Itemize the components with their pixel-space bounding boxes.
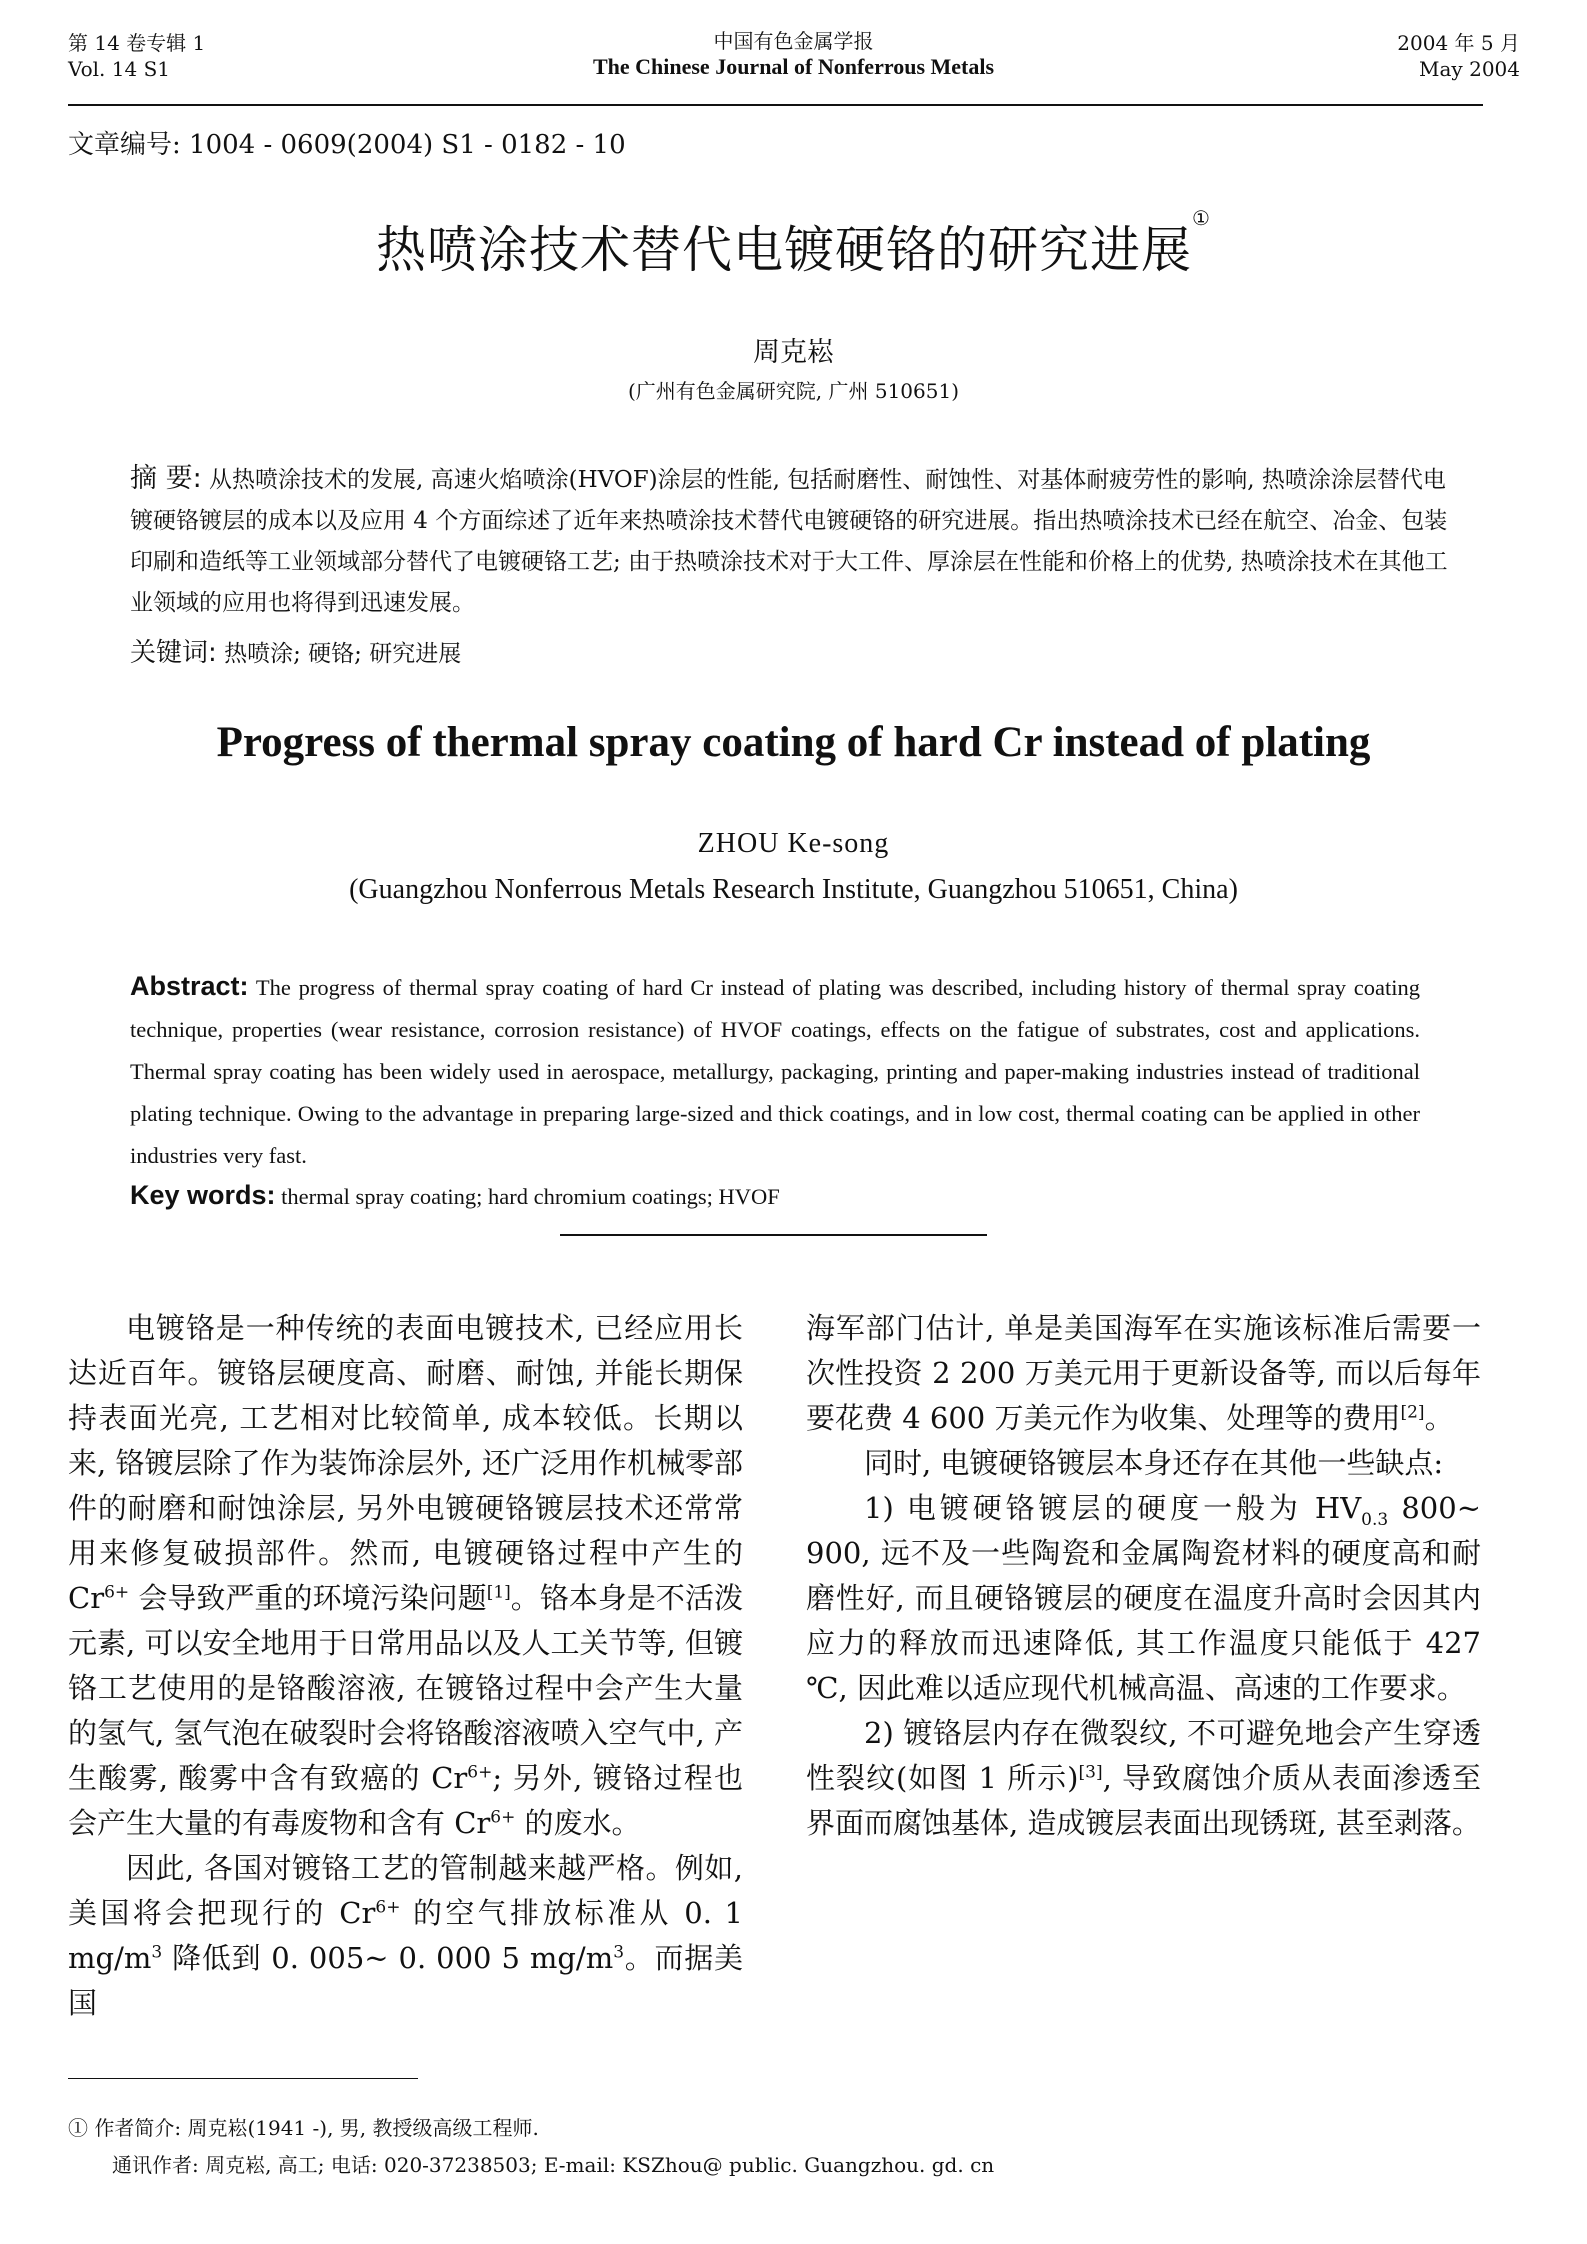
- affiliation-en: (Guangzhou Nonferrous Metals Research Institute, Guangzhou 510651, China): [349, 874, 1238, 905]
- footnote-author-bio: ① 作者简介: 周克崧(1941 -), 男, 教授级高级工程师.: [68, 2116, 539, 2140]
- section-separator: [560, 1234, 987, 1236]
- body-paragraph: 2) 镀铬层内存在微裂纹, 不可避免地会产生穿透性裂纹(如图 1 所示)[3], 导致腐蚀介质从表面渗透至界面而腐蚀基体, 造成镀层表面出现锈斑, 甚至剥落。: [806, 1716, 1482, 1840]
- author-en: ZHOU Ke-song: [697, 828, 890, 859]
- abstract-en-text: The progress of thermal spray coating of hard Cr instead of plating was described, including history of thermal spray coating technique, properties (wear resistance, corrosion resistance) of HVOF coatings, effects on the fatigue of substrates, cost and applications. Thermal spray coating has been widely used in aerospace, metallurgy, packaging, printing and paper-making industries instead of traditional plating technique. Owing to the advantage in preparing large-sized and thick coatings, and in low cost, thermal coating can be applied in other industries very fast.: [130, 975, 1420, 1168]
- title-footnote-mark[interactable]: ①: [1192, 206, 1211, 230]
- footnote-correspondence: 通讯作者: 周克崧, 高工; 电话: 020-37238503; E-mail: KSZhou@ public. Guangzhou. gd. cn: [112, 2153, 995, 2177]
- keywords-en: [130, 1180, 780, 1211]
- body-paragraph: 因此, 各国对镀铬工艺的管制越来越严格。例如, 美国将会把现行的 $Cr^{6+}$ 的空气排放标准从 0. 1 $mg/m^3$ 降低到 0. 005~ 0. 000 5 $mg/m^3$。而据美国: [68, 1851, 743, 2020]
- volume-en: Vol. 14 S1: [68, 57, 170, 81]
- citation-link[interactable]: [3]: [1078, 1762, 1103, 1783]
- author-cn: 周克崧: [753, 337, 834, 368]
- body-paragraph: 海军部门估计, 单是美国海军在实施该标准后需要一次性投资 2 200 万美元用于更新设备等, 而以后每年要花费 4 600 万美元作为收集、处理等的费用[2]。: [806, 1311, 1481, 1435]
- header-rule: [68, 104, 1483, 106]
- journal-name-cn: 中国有色金属学报: [713, 29, 874, 53]
- title-cn-text: 热喷涂技术替代电镀硬铬的研究进展: [376, 221, 1193, 279]
- running-header-right: [1397, 30, 1520, 82]
- citation-link[interactable]: [2]: [1400, 1402, 1425, 1423]
- affiliation-cn: (广州有色金属研究院, 广州 510651): [627, 379, 960, 403]
- journal-name-en: The Chinese Journal of Nonferrous Metals: [592, 54, 995, 79]
- title-cn: [0, 206, 1587, 282]
- journal-name: [0, 28, 1587, 80]
- keywords-cn-label: 关键词:: [130, 638, 217, 668]
- body-column-left: [68, 1306, 743, 2026]
- date-en: May 2004: [1419, 57, 1520, 81]
- keywords-en-label: Key words:: [130, 1180, 276, 1210]
- footnote-rule: [68, 2078, 418, 2079]
- abstract-cn-text: 从热喷涂技术的发展, 高速火焰喷涂(HVOF)涂层的性能, 包括耐磨性、耐蚀性、对基体耐疲劳性的影响, 热喷涂涂层替代电镀硬铬镀层的成本以及应用 4 个方面综述了近年来热喷涂技术替代电镀硬铬的研究进展。指出热喷涂技术已经在航空、冶金、包装印刷和造纸等工业领域部分替代了电镀硬铬工艺; 由于热喷涂技术对于大工件、厚涂层在性能和价格上的优势, 热喷涂技术在其他工业领域的应用也将得到迅速发展。: [130, 467, 1448, 616]
- abstract-en: [130, 965, 1420, 1177]
- date-cn: 2004 年 5 月: [1397, 31, 1520, 55]
- abstract-cn: [130, 458, 1450, 624]
- keywords-cn-text: 热喷涂; 硬铬; 研究进展: [224, 641, 462, 667]
- abstract-cn-label: 摘 要:: [130, 463, 202, 494]
- body-paragraph: 1) 电镀硬铬镀层的硬度一般为 $HV_{0.3}$ 800~ 900, 远不及一些陶瓷和金属陶瓷材料的硬度高和耐磨性好, 而且硬铬镀层的硬度在温度升高时会因其内应力的释放而迅速降低, 其工作温度只能低于 427 ℃, 因此难以适应现代机械高温、高速的工作要求。: [806, 1491, 1481, 1705]
- citation-link[interactable]: [1]: [486, 1582, 511, 1603]
- body-paragraph: 电镀铬是一种传统的表面电镀技术, 已经应用长达近百年。镀铬层硬度高、耐磨、耐蚀, 并能长期保持表面光亮, 工艺相对比较简单, 成本较低。长期以来, 铬镀层除了作为装饰涂层外, 还广泛用作机械零部件的耐磨和耐蚀涂层, 另外电镀硬铬镀层技术还常常用来修复破损部件。然而, 电镀硬铬过程中产生的 $Cr^{6+}$ 会导致严重的环境污染问题[1]。铬本身是不活泼元素, 可以安全地用于日常用品以及人工关节等, 但镀铬工艺使用的是铬酸溶液, 在镀铬过程中会产生大量的氢气, 氢气泡在破裂时会将铬酸溶液喷入空气中, 产生酸雾, 酸雾中含有致癌的 $Cr^{6+}$; 另外, 镀铬过程也会产生大量的有毒废物和含有 $Cr^{6+}$ 的废水。: [68, 1311, 743, 1840]
- keywords-cn: [130, 632, 461, 669]
- body-paragraph: 同时, 电镀硬铬镀层本身还存在其他一些缺点:: [864, 1446, 1444, 1480]
- body-column-right: [806, 1306, 1481, 1846]
- volume-cn: 第 14 卷专辑 1: [68, 31, 206, 55]
- title-en: Progress of thermal spray coating of hard Cr instead of plating: [216, 719, 1371, 766]
- abstract-en-label: Abstract:: [130, 971, 249, 1001]
- article-number: 文章编号: 1004 - 0609(2004) S1 - 0182 - 10: [68, 130, 626, 160]
- keywords-en-text: thermal spray coating; hard chromium coatings; HVOF: [281, 1184, 780, 1209]
